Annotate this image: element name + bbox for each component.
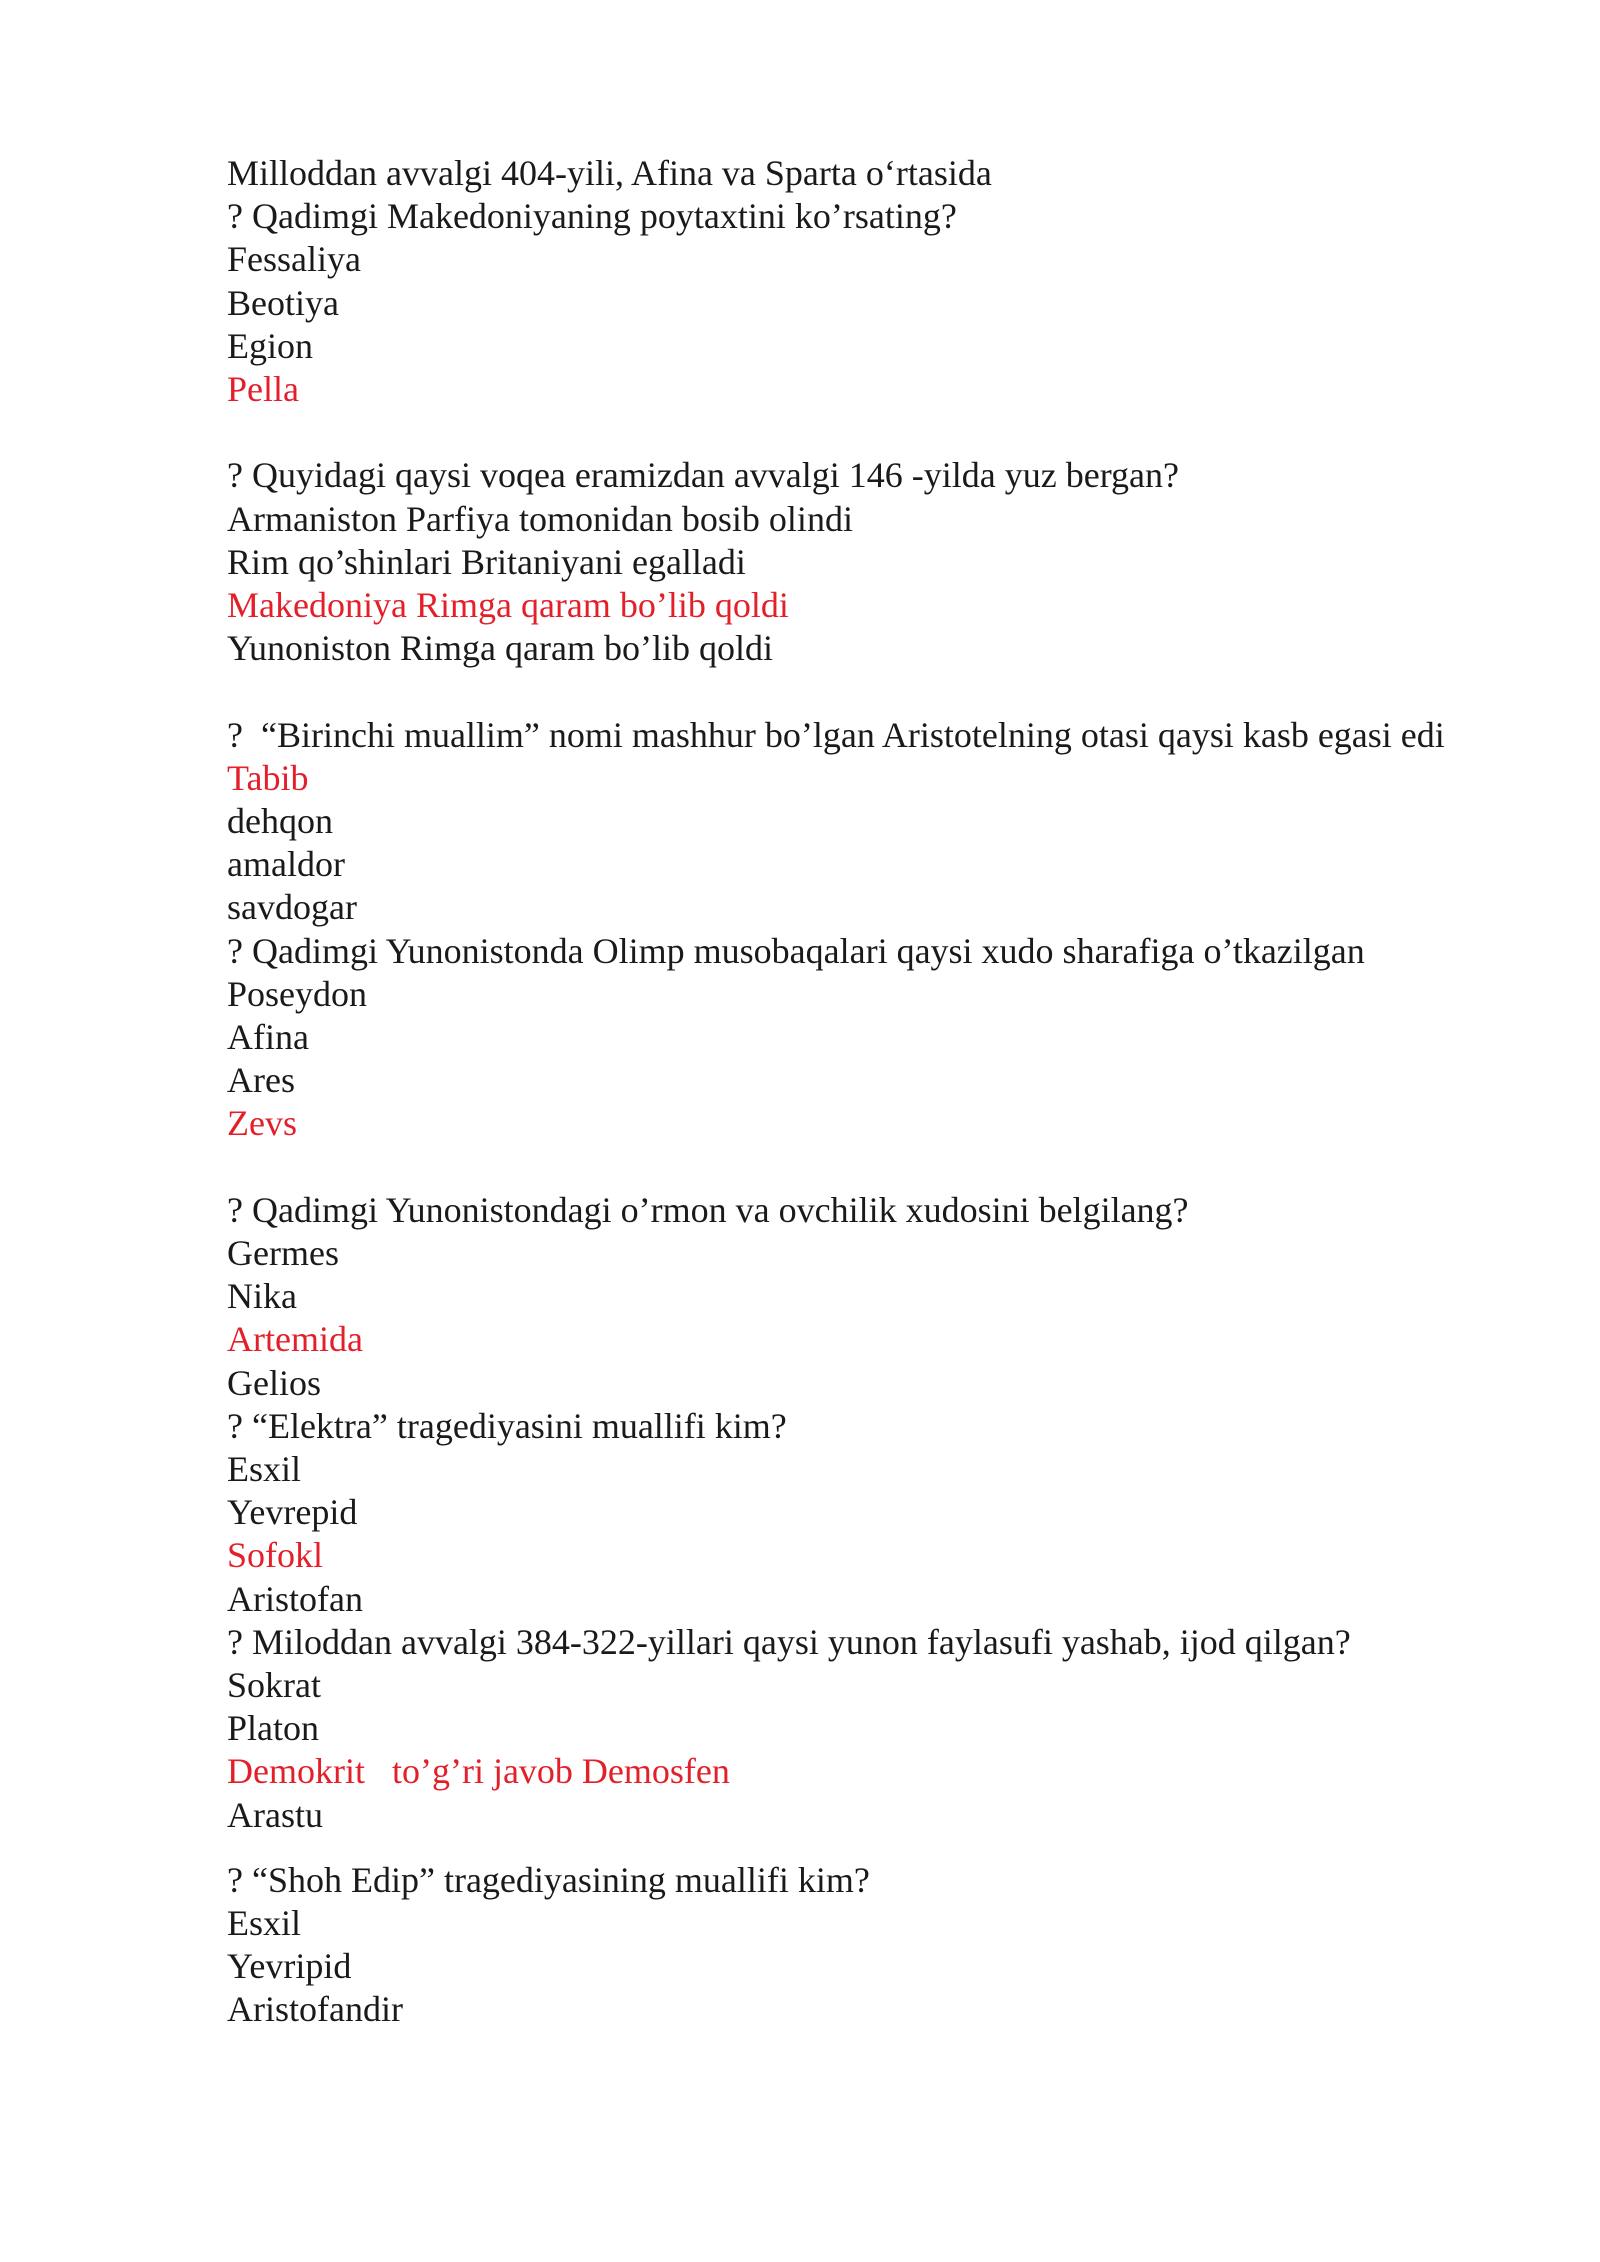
spacer — [227, 411, 1447, 454]
q3-option-1-correct: Tabib — [227, 757, 309, 798]
q2-option-2: Rim qo’shinlari Britaniyani egalladi — [227, 541, 746, 582]
q6-option-1: Esxil — [227, 1449, 302, 1490]
q6-option-4: Aristofan — [227, 1578, 363, 1619]
q2-option-1: Armaniston Parfiya tomonidan bosib olindi — [227, 498, 853, 539]
q8-option-3: Aristofandir — [227, 1989, 403, 2030]
q3-option-3: amaldor — [227, 844, 345, 885]
document-body — [227, 152, 1447, 2032]
q5-option-4: Gelios — [227, 1362, 321, 1403]
q3-option-4: savdogar — [227, 887, 357, 928]
question-1: ? Qadimgi Makedoniyaning poytaxtini ko’rsating? — [227, 196, 957, 237]
spacer — [227, 670, 1447, 713]
q4-option-4-correct: Zevs — [227, 1103, 297, 1144]
question-3: ? “Birinchi muallim” nomi mashhur bo’lgan Aristotelning otasi qaysi kasb egasi edi — [227, 714, 1445, 755]
q8-option-1: Esxil — [227, 1903, 302, 1944]
q4-option-3: Ares — [227, 1060, 295, 1101]
q2-option-4: Yunoniston Rimga qaram bo’lib qoldi — [227, 628, 773, 669]
spacer — [227, 1837, 1447, 1859]
q2-option-3-correct: Makedoniya Rimga qaram bo’lib qoldi — [227, 585, 789, 626]
question-6: ? “Elektra” tragediyasini muallifi kim? — [227, 1405, 787, 1446]
question-7: ? Miloddan avvalgi 384-322-yillari qaysi yunon faylasufi yashab, ijod qilgan? — [227, 1621, 1351, 1662]
q8-option-2: Yevripid — [227, 1946, 352, 1987]
question-8: ? “Shoh Edip” tragediyasining muallifi kim? — [227, 1859, 870, 1900]
q5-option-2: Nika — [227, 1276, 297, 1317]
q1-option-4-correct: Pella — [227, 369, 299, 410]
q1-option-2: Beotiya — [227, 282, 339, 323]
q1-option-3: Egion — [227, 325, 313, 366]
q7-option-1: Sokrat — [227, 1665, 321, 1706]
intro-text: Milloddan avvalgi 404-yili, Afina va Sparta o‘rtasida — [227, 153, 992, 193]
question-4: ? Qadimgi Yunonistonda Olimp musobaqalari qaysi xudo sharafiga o’tkazilgan — [227, 930, 1365, 971]
q7-option-3-correct: Demokrit to’g’ri javob Demosfen — [227, 1751, 730, 1792]
q7-option-4: Arastu — [227, 1794, 323, 1835]
q4-option-2: Afina — [227, 1017, 309, 1058]
q5-option-1: Germes — [227, 1233, 339, 1274]
q4-option-1: Poseydon — [227, 973, 368, 1014]
spacer — [227, 1146, 1447, 1189]
q5-option-3-correct: Artemida — [227, 1319, 363, 1360]
q1-option-1: Fessaliya — [227, 239, 361, 280]
q7-option-2: Platon — [227, 1708, 320, 1749]
q6-option-3-correct: Sofokl — [227, 1535, 324, 1576]
q3-option-2: dehqon — [227, 801, 333, 842]
q6-option-2: Yevrepid — [227, 1492, 358, 1533]
question-5: ? Qadimgi Yunonistondagi o’rmon va ovchilik xudosini belgilang? — [227, 1189, 1189, 1230]
question-2: ? Quyidagi qaysi voqea eramizdan avvalgi 146 -yilda yuz bergan? — [227, 455, 1179, 496]
